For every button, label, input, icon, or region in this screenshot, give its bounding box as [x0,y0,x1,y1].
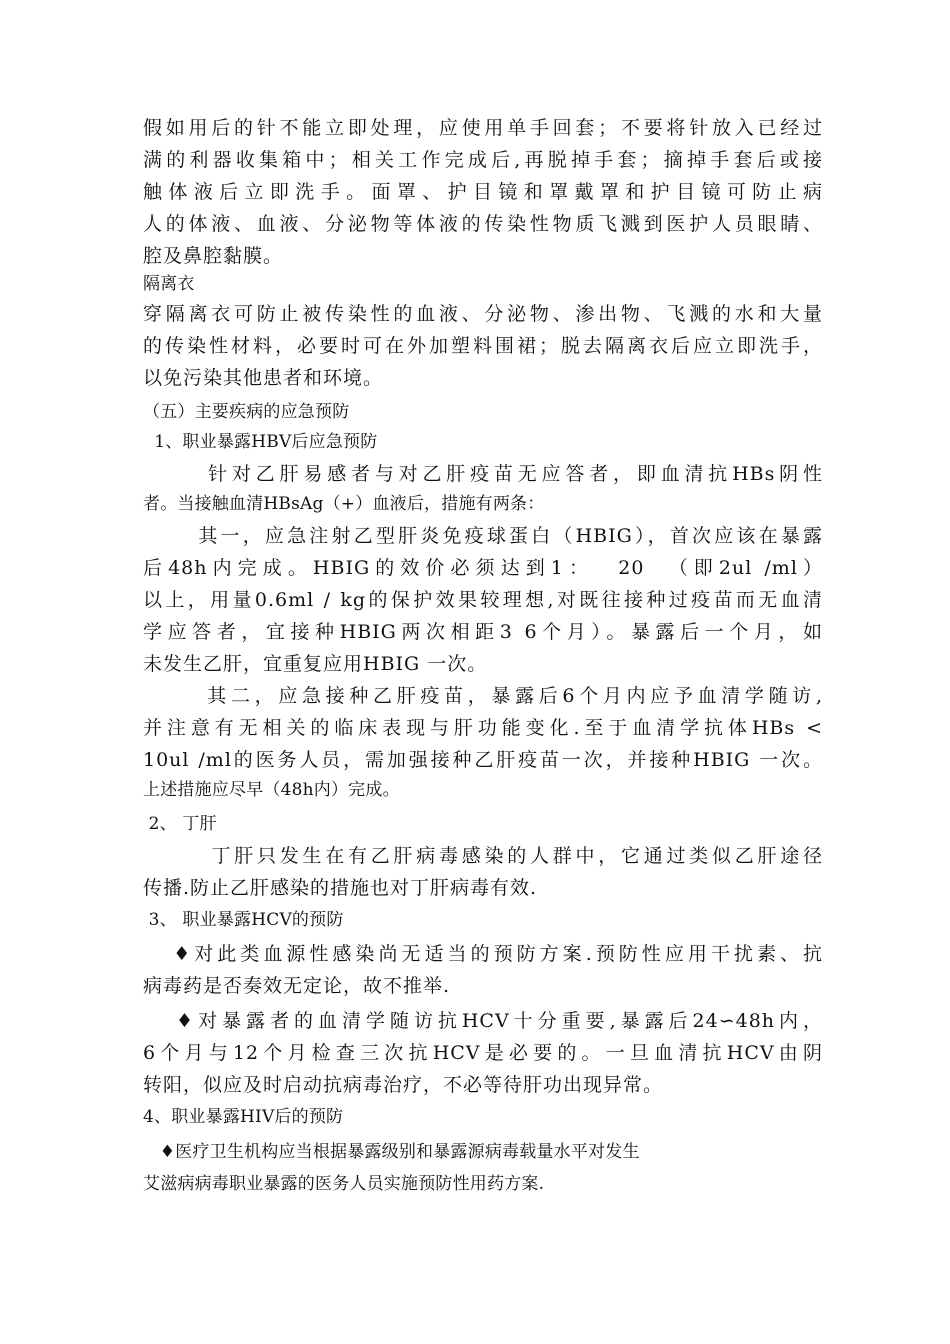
text-line: ♦对暴露者的血清学随访抗HCV十分重要,暴露后24∽48h内， [143,1010,823,1032]
text-line: 腔及鼻腔黏膜。 [143,245,284,267]
text-line: 转阳，似应及时启动抗病毒治疗，不必等待肝功出现异常。 [143,1074,664,1096]
text-line: 人的体液、血液、分泌物等体液的传染性物质飞溅到医护人员眼睛、 [143,213,823,235]
text-line: 触体液后立即洗手。面罩、护目镜和罩戴罩和护目镜可防止病 [143,181,823,203]
text-line: 的传染性材料，必要时可在外加塑料围裙；脱去隔离衣后应立即洗手， [143,335,823,357]
text-line: 针对乙肝易感者与对乙肝疫苗无应答者，即血清抗HBs阴性 [143,463,823,485]
text-line: 艾滋病病毒职业暴露的医务人员实施预防性用药方案. [143,1174,545,1194]
section-heading: （五）主要疾病的应急预防 [143,402,350,422]
text-line: 丁肝只发生在有乙肝病毒感染的人群中，它通过类似乙肝途径 [143,845,823,867]
text-line: 病毒药是否奏效无定论，故不推举. [143,975,451,997]
text-line: 6个月与12个月检查三次抗HCV是必要的。一旦血清抗HCV由阴 [143,1042,823,1064]
section-heading: 3、 职业暴露HCV的预防 [143,910,344,930]
text-line: ♦对此类血源性感染尚无适当的预防方案.预防性应用干扰素、抗 [143,943,823,965]
text-line: 假如用后的针不能立即处理，应使用单手回套；不要将针放入已经过 [143,117,823,139]
text-line: 其二，应急接种乙肝疫苗，暴露后6个月内应予血清学随访, [143,685,823,707]
section-heading: 隔离衣 [143,274,195,294]
text-line: 未发生乙肝，宜重复应用HBIG 一次。 [143,653,488,675]
section-heading: 2、 丁肝 [143,814,217,834]
text-line: 满的利器收集箱中；相关工作完成后,再脱掉手套；摘掉手套后或接 [143,149,823,171]
text-line: 者。当接触血清HBsAg（+）血液后，措施有两条： [143,494,545,514]
text-line: 传播.防止乙肝感染的措施也对丁肝病毒有效. [143,877,538,899]
text-line: 学应答者，宜接种HBIG两次相距3 6个月）。暴露后一个月，如 [143,621,823,643]
text-line: 其一，应急注射乙型肝炎免疫球蛋白（HBIG），首次应该在暴露 [143,525,823,547]
text-line: 并注意有无相关的临床表现与肝功能变化.至于血清学抗体HBs < [143,717,823,739]
text-line: 10ul /ml的医务人员，需加强接种乙肝疫苗一次，并接种HBIG 一次。 [143,749,823,771]
text-line: 后48h内完成。HBIG的效价必须达到1： 20 （即2ul /ml） [143,557,823,579]
text-line: 穿隔离衣可防止被传染性的血液、分泌物、渗出物、飞溅的水和大量 [143,303,823,325]
text-line: ♦医疗卫生机构应当根据暴露级别和暴露源病毒载量水平对发生 [143,1142,640,1162]
section-heading: 4、职业暴露HIV后的预防 [143,1107,344,1127]
text-line: 以免污染其他患者和环境。 [143,367,384,389]
text-line: 上述措施应尽早（48h内）完成。 [143,780,400,800]
text-line: 以上，用量0.6ml / kg的保护效果较理想,对既往接种过疫苗而无血清 [143,589,823,611]
section-heading: 1、职业暴露HBV后应急预防 [143,432,378,452]
